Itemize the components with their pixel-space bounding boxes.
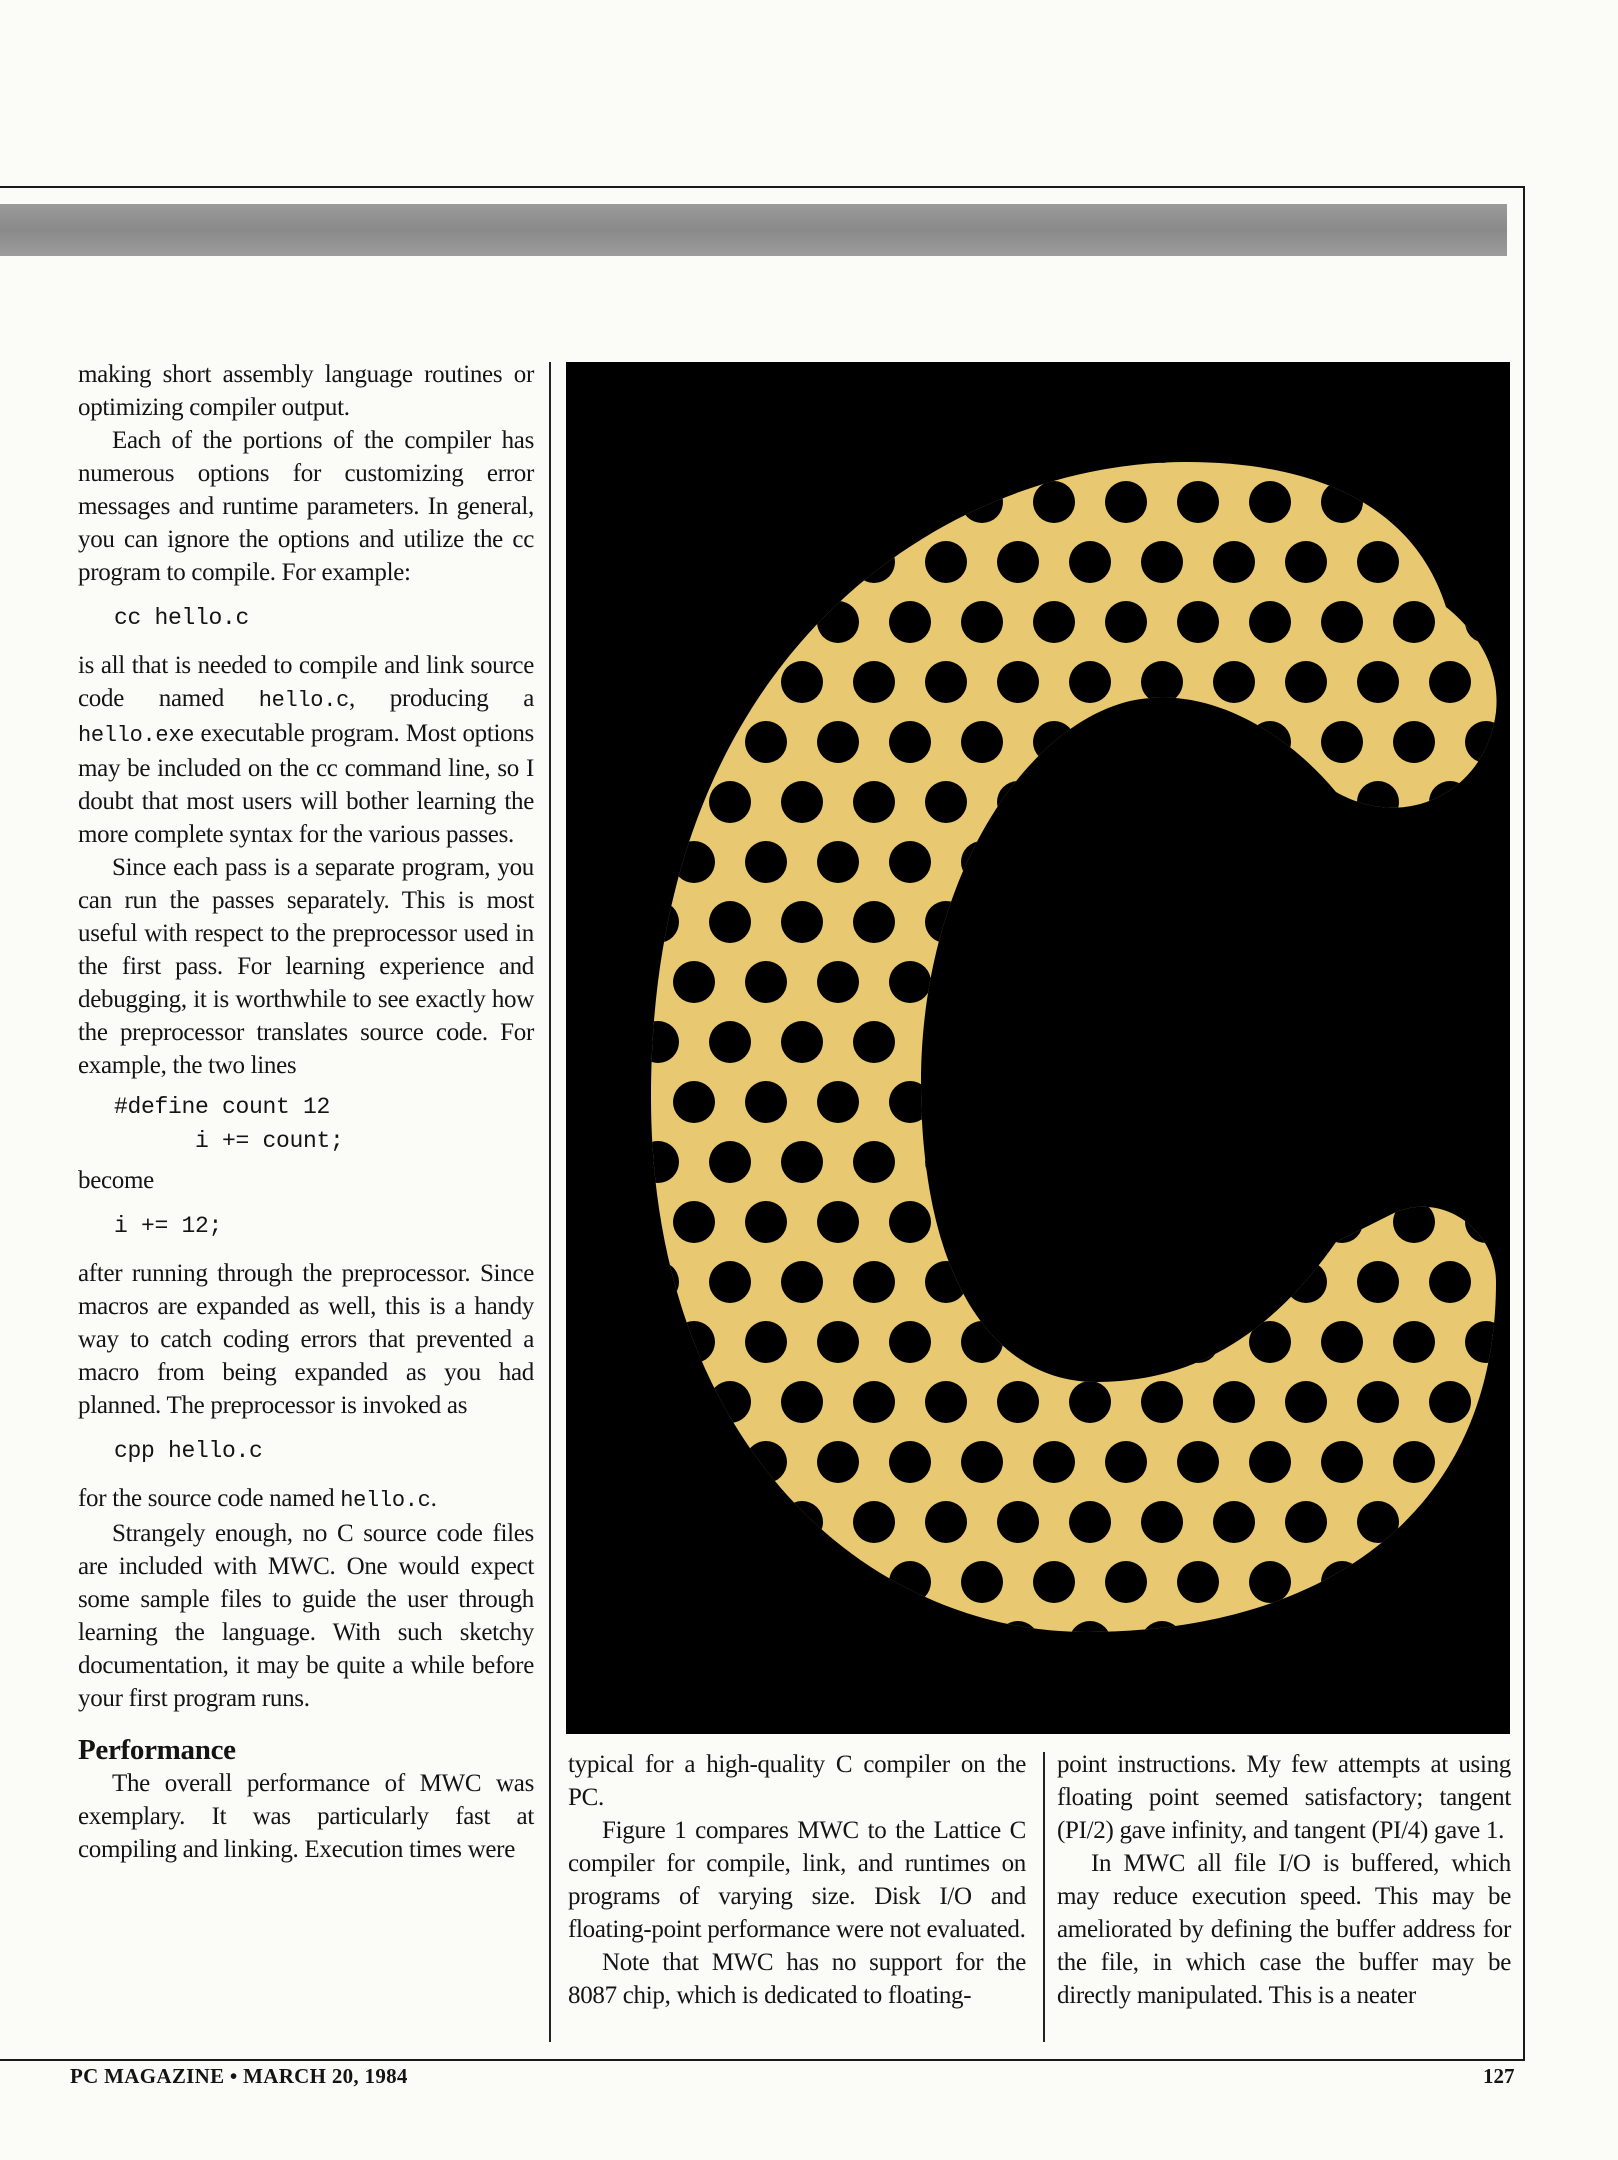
code-sample: i += 12; <box>114 1213 223 1239</box>
pattern-dot <box>1249 1561 1291 1603</box>
pattern-dot <box>1069 1501 1111 1543</box>
pattern-dot <box>925 541 967 583</box>
pattern-dot <box>961 1441 1003 1483</box>
pattern-dot <box>997 1381 1039 1423</box>
pattern-dot <box>745 1321 787 1363</box>
pattern-dot <box>745 961 787 1003</box>
pattern-dot <box>1069 661 1111 703</box>
paragraph: become <box>78 1167 154 1194</box>
pattern-dot <box>1357 661 1399 703</box>
pattern-dot <box>1285 541 1327 583</box>
pattern-dot <box>1105 1441 1147 1483</box>
pattern-dot <box>853 1261 895 1303</box>
pattern-dot <box>997 661 1039 703</box>
pattern-dot <box>1429 1261 1471 1303</box>
pattern-dot <box>853 901 895 943</box>
pattern-dot <box>1033 1561 1075 1603</box>
pattern-dot <box>1393 1441 1435 1483</box>
pattern-dot <box>1357 1381 1399 1423</box>
pattern-dot <box>781 1021 823 1063</box>
pattern-dot <box>853 1501 895 1543</box>
pattern-dot <box>817 1081 859 1123</box>
pattern-dot <box>1321 1441 1363 1483</box>
pattern-dot <box>1105 601 1147 643</box>
pattern-dot <box>1141 1381 1183 1423</box>
pattern-dot <box>709 1021 751 1063</box>
pattern-dot <box>1249 1441 1291 1483</box>
pattern-dot <box>745 721 787 763</box>
column-1 <box>78 358 534 1866</box>
pattern-dot <box>1177 1441 1219 1483</box>
pattern-dot <box>1177 481 1219 523</box>
letter-c-photo <box>566 362 1510 1734</box>
pattern-dot <box>781 781 823 823</box>
paragraph: typical for a high-quality C compiler on the PC. <box>568 1751 1026 1811</box>
pattern-dot <box>961 721 1003 763</box>
pattern-dot <box>1285 661 1327 703</box>
pattern-dot <box>925 781 967 823</box>
pattern-dot <box>817 1201 859 1243</box>
paragraph <box>78 1482 534 1517</box>
pattern-dot <box>781 661 823 703</box>
pattern-dot <box>1213 1501 1255 1543</box>
column-rule <box>1043 1752 1045 2042</box>
pattern-dot <box>709 1141 751 1183</box>
pattern-dot <box>1321 721 1363 763</box>
text-run: executable program. Most options may be included on the cc command line, so I doubt that most users will bother learning the more complete syntax for the various passes. <box>78 720 534 848</box>
pattern-dot <box>925 1381 967 1423</box>
page-number: 127 <box>1483 2064 1515 2088</box>
text-run: . <box>430 1485 437 1512</box>
column-rule <box>549 362 551 2042</box>
pattern-dot <box>1249 601 1291 643</box>
page-frame-right <box>1523 186 1525 2061</box>
pattern-dot <box>997 1501 1039 1543</box>
pattern-dot <box>817 1321 859 1363</box>
paragraph: Each of the portions of the compiler has numerous options for customizing error messages and runtime parameters. In general, you can ignore the options and utilize the cc program to compile. For example: <box>78 427 534 586</box>
code-sample: #define count 12 i += count; <box>114 1094 344 1154</box>
pattern-dot <box>745 1081 787 1123</box>
pattern-dot <box>961 1561 1003 1603</box>
code-sample: cc hello.c <box>114 605 250 631</box>
paragraph: The overall performance of MWC was exemplary. It was particularly fast at compiling and linking. Execution times were <box>78 1770 534 1863</box>
pattern-dot <box>781 1261 823 1303</box>
pattern-dot <box>709 781 751 823</box>
column-2 <box>568 1748 1026 2012</box>
pattern-dot <box>1141 541 1183 583</box>
pattern-dot <box>889 1201 931 1243</box>
page-frame-bottom <box>0 2059 1525 2061</box>
pattern-dot <box>889 841 931 883</box>
pattern-dot <box>1105 481 1147 523</box>
pattern-dot <box>1357 1261 1399 1303</box>
pattern-dot <box>1033 1441 1075 1483</box>
pattern-dot <box>1285 1501 1327 1543</box>
pattern-dot <box>853 1021 895 1063</box>
pattern-dot <box>709 901 751 943</box>
pattern-dot <box>961 601 1003 643</box>
pattern-dot <box>817 1441 859 1483</box>
inline-code: hello.c <box>340 1488 431 1513</box>
pattern-dot <box>817 841 859 883</box>
pattern-dot <box>781 1141 823 1183</box>
pattern-dot <box>1105 1561 1147 1603</box>
paragraph: making short assembly language routines or optimizing compiler output. <box>78 361 534 421</box>
header-banner <box>0 204 1507 256</box>
pattern-dot <box>673 1081 715 1123</box>
inline-code: hello.c <box>258 688 350 713</box>
pattern-dot <box>1321 601 1363 643</box>
pattern-dot <box>1321 1321 1363 1363</box>
pattern-dot <box>997 541 1039 583</box>
text-run: is all that is needed to compile and link source code named <box>78 652 534 712</box>
pattern-dot <box>1429 1381 1471 1423</box>
pattern-dot <box>1213 661 1255 703</box>
pattern-dot <box>1393 601 1435 643</box>
pattern-dot <box>1069 541 1111 583</box>
page-frame-top <box>0 186 1525 188</box>
pattern-dot <box>1249 481 1291 523</box>
pattern-dot <box>925 1501 967 1543</box>
paragraph: Since each pass is a separate program, you can run the passes separately. This is most useful with respect to the preprocessor used in the first pass. For learning experience and debugging, it is worthwhile to see exactly how the preprocessor translates source code. For example, the two lines <box>78 854 534 1079</box>
paragraph: after running through the preprocessor. Since macros are expanded as well, this is a handy way to catch coding errors that prevented a macro from being expanded as you had planned. The preprocessor is invoked as <box>78 1260 534 1419</box>
paragraph: In MWC all file I/O is buffered, which may reduce execution speed. This may be ameliorated by defining the buffer address for the file, in which case the buffer may be directly manipulated. This is a neater <box>1057 1850 1511 2009</box>
pattern-dot <box>1357 541 1399 583</box>
inline-code: hello.exe <box>78 723 195 748</box>
pattern-dot <box>889 961 931 1003</box>
footer-publication: PC MAGAZINE • MARCH 20, 1984 <box>70 2064 408 2088</box>
pattern-dot <box>781 901 823 943</box>
pattern-dot <box>925 661 967 703</box>
pattern-dot <box>1033 601 1075 643</box>
pattern-dot <box>709 1261 751 1303</box>
pattern-dot <box>1393 721 1435 763</box>
pattern-dot <box>853 1381 895 1423</box>
pattern-dot <box>1213 541 1255 583</box>
paragraph: Figure 1 compares MWC to the Lattice C compiler for compile, link, and runtimes on programs of varying size. Disk I/O and floating-point performance were not evaluated. <box>568 1817 1026 1943</box>
paragraph: Note that MWC has no support for the 8087 chip, which is dedicated to floating- <box>568 1949 1026 2009</box>
pattern-dot <box>817 961 859 1003</box>
pattern-dot <box>1141 1501 1183 1543</box>
pattern-dot <box>745 841 787 883</box>
pattern-dot <box>889 601 931 643</box>
pattern-dot <box>1213 1381 1255 1423</box>
pattern-dot <box>817 721 859 763</box>
pattern-dot <box>781 1381 823 1423</box>
paragraph: point instructions. My few attempts at using floating point seemed satisfactory; tangent (PI/2) gave infinity, and tangent (PI/4) gave 1. <box>1057 1751 1511 1844</box>
text-run: for the source code named <box>78 1485 341 1512</box>
pattern-dot <box>853 661 895 703</box>
pattern-dot <box>1141 661 1183 703</box>
letter-c-illustration <box>566 362 1510 1734</box>
pattern-dot <box>1285 1381 1327 1423</box>
code-sample: cpp hello.c <box>114 1438 263 1464</box>
pattern-dot <box>1177 601 1219 643</box>
pattern-dot <box>889 1441 931 1483</box>
paragraph: Strangely enough, no C source code files are included with MWC. One would expect some sample files to guide the user through learning the language. With such sketchy documentation, it may be quite a while before your first program runs. <box>78 1520 534 1712</box>
pattern-dot <box>1429 661 1471 703</box>
pattern-dot <box>853 1141 895 1183</box>
pattern-dot <box>889 1321 931 1363</box>
text-run: , producing a <box>349 685 534 712</box>
column-3 <box>1057 1748 1511 2012</box>
pattern-dot <box>1393 1321 1435 1363</box>
pattern-dot <box>889 721 931 763</box>
pattern-dot <box>1033 481 1075 523</box>
paragraph <box>78 649 534 851</box>
pattern-dot <box>745 1201 787 1243</box>
pattern-dot <box>1177 1561 1219 1603</box>
pattern-dot <box>1069 1381 1111 1423</box>
pattern-dot <box>853 781 895 823</box>
pattern-dot <box>673 1201 715 1243</box>
pattern-dot <box>673 961 715 1003</box>
section-heading: Performance <box>78 1734 236 1766</box>
